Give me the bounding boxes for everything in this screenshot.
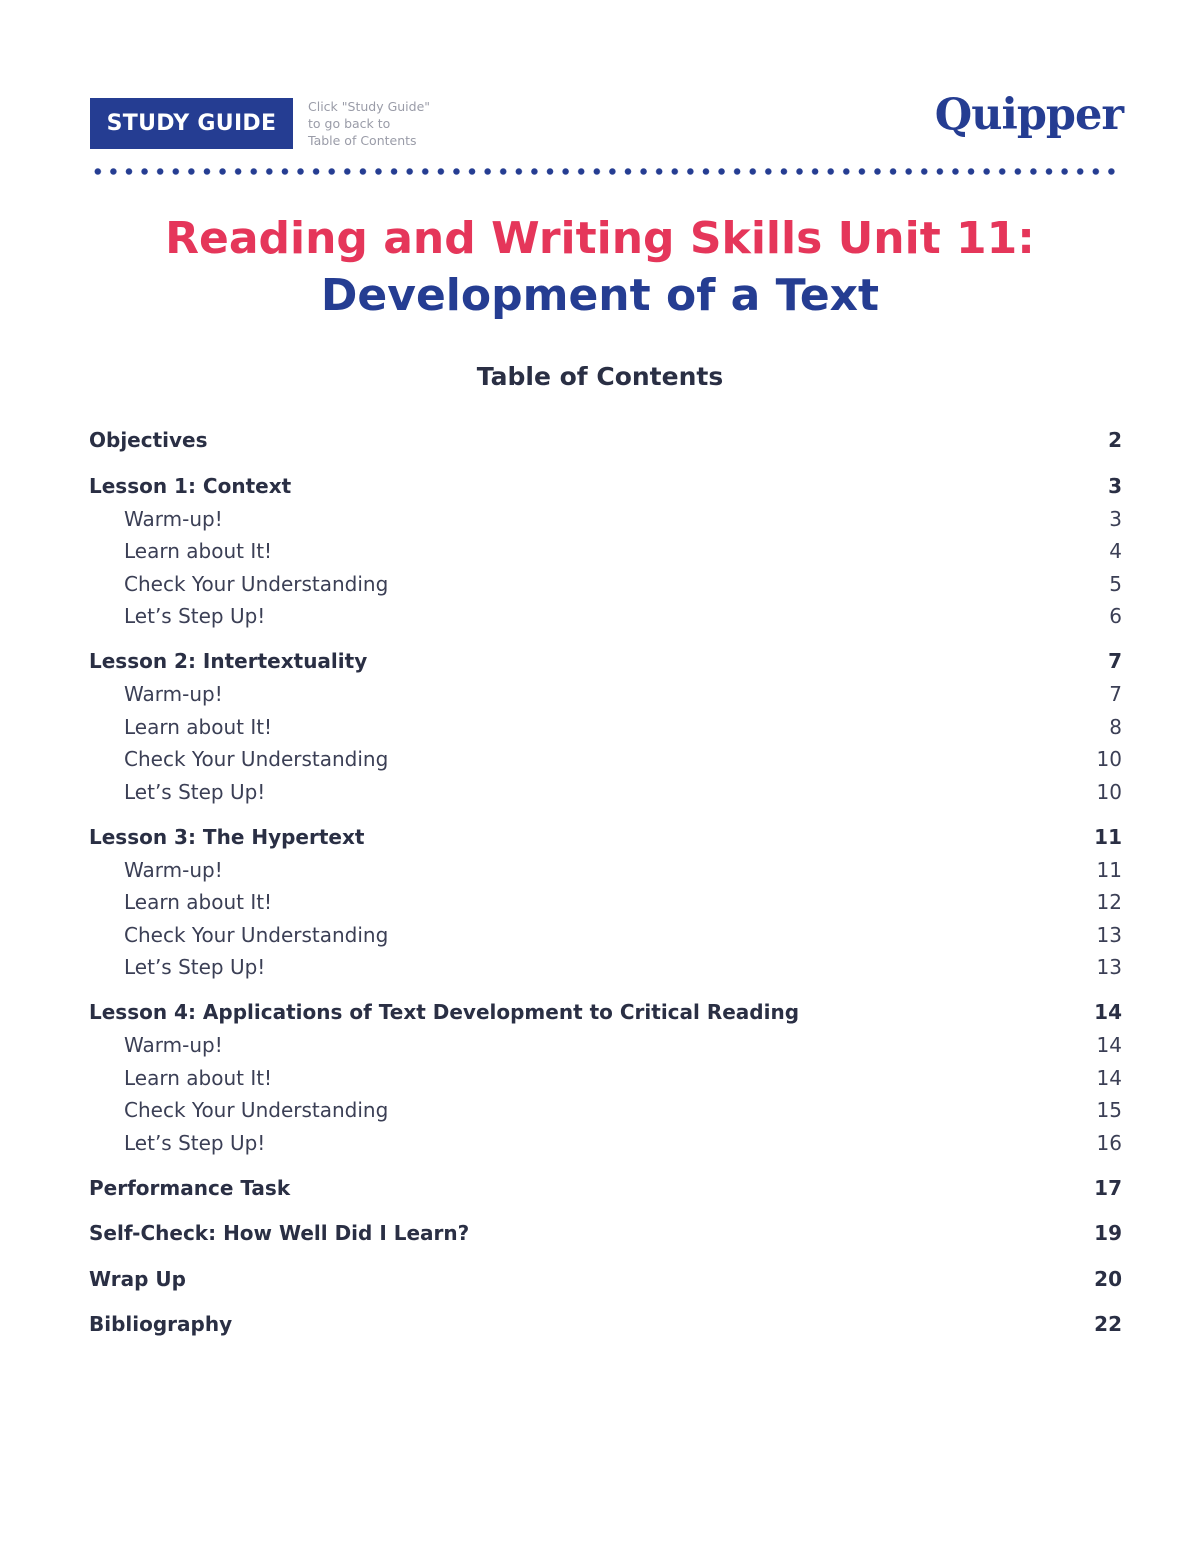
note-line: Click "Study Guide" bbox=[308, 99, 431, 114]
toc-section bbox=[89, 1308, 1122, 1341]
toc-subsection-link[interactable] bbox=[89, 776, 1122, 809]
toc-subsection-link[interactable] bbox=[89, 568, 1122, 601]
study-guide-note bbox=[308, 98, 488, 149]
toc-subsection-link[interactable] bbox=[89, 535, 1122, 568]
dotted-divider bbox=[90, 168, 1123, 175]
toc-section bbox=[89, 1172, 1122, 1205]
toc-page-number: 12 bbox=[1096, 890, 1122, 914]
toc-entry-label: Wrap Up bbox=[89, 1266, 186, 1291]
toc-section-link[interactable] bbox=[89, 1217, 1122, 1250]
toc-page-number: 13 bbox=[1096, 955, 1122, 979]
toc-subsection-link[interactable] bbox=[89, 951, 1122, 984]
toc-section bbox=[89, 1217, 1122, 1250]
toc-entry-label: Warm-up! bbox=[124, 857, 223, 882]
toc-page-number: 10 bbox=[1096, 747, 1122, 771]
toc-entry-label: Warm-up! bbox=[124, 682, 223, 706]
toc-entry-label: Self-Check: How Well Did I Learn? bbox=[89, 1221, 470, 1245]
toc-subsection-link[interactable] bbox=[89, 1029, 1122, 1062]
toc-heading: Table of Contents bbox=[476, 362, 724, 391]
toc-section-link[interactable] bbox=[89, 1308, 1122, 1341]
toc-page-number: 4 bbox=[1109, 539, 1122, 563]
toc-page-number: 7 bbox=[1108, 649, 1122, 673]
toc-page-number: 14 bbox=[1096, 1033, 1122, 1057]
toc-page-number: 11 bbox=[1094, 824, 1122, 849]
toc-page-number: 3 bbox=[1109, 506, 1122, 531]
title-line-unit: Reading and Writing Skills Unit 11: bbox=[165, 213, 1035, 264]
toc-page-number: 19 bbox=[1094, 1221, 1122, 1245]
toc-section-link[interactable] bbox=[89, 424, 1122, 457]
toc-section bbox=[89, 996, 1122, 1159]
toc-page-number: 5 bbox=[1109, 571, 1122, 596]
toc-entry-label: Learn about It! bbox=[124, 1065, 273, 1090]
toc-entry-label: Let’s Step Up! bbox=[124, 955, 266, 979]
toc-section bbox=[89, 470, 1122, 633]
toc-section-link[interactable] bbox=[89, 645, 1122, 678]
toc-subsection-link[interactable] bbox=[89, 1094, 1122, 1127]
study-guide-button[interactable]: STUDY GUIDE bbox=[90, 98, 293, 149]
toc-page-number: 13 bbox=[1096, 922, 1122, 947]
toc-page-number: 2 bbox=[1108, 428, 1122, 452]
toc-entry-label: Let’s Step Up! bbox=[124, 779, 266, 804]
toc-page-number: 14 bbox=[1096, 1065, 1122, 1090]
toc-page-number: 3 bbox=[1108, 473, 1122, 498]
toc-page-number: 22 bbox=[1094, 1312, 1122, 1336]
toc-subsection-link[interactable] bbox=[89, 503, 1122, 536]
toc-section bbox=[89, 645, 1122, 808]
toc-entry-label: Lesson 4: Applications of Text Development to Critical Reading bbox=[89, 1000, 800, 1024]
toc-subsection-link[interactable] bbox=[89, 1062, 1122, 1095]
toc-entry-label: Warm-up! bbox=[124, 506, 223, 531]
toc-section bbox=[89, 424, 1122, 457]
quipper-logo: Quipper bbox=[934, 90, 1123, 140]
toc-section-link[interactable] bbox=[89, 470, 1122, 503]
toc-page-number: 11 bbox=[1096, 857, 1122, 882]
page-header bbox=[90, 90, 1123, 152]
toc-section-link[interactable] bbox=[89, 1263, 1122, 1296]
toc-entry-label: Lesson 1: Context bbox=[89, 473, 292, 498]
toc-entry-label: Lesson 2: Intertextuality bbox=[89, 649, 368, 673]
toc-page-number: 15 bbox=[1096, 1098, 1122, 1122]
toc-entry-label: Objectives bbox=[89, 428, 208, 452]
toc-subsection-link[interactable] bbox=[89, 886, 1122, 919]
toc-page-number: 7 bbox=[1109, 682, 1122, 706]
toc-section-link[interactable] bbox=[89, 996, 1122, 1029]
page-title bbox=[0, 210, 1200, 324]
toc-page-number: 10 bbox=[1096, 779, 1122, 804]
toc-page-number: 14 bbox=[1094, 1000, 1122, 1024]
toc-section-link[interactable] bbox=[89, 821, 1122, 854]
toc-entry-label: Check Your Understanding bbox=[124, 1098, 389, 1122]
toc-entry-label: Learn about It! bbox=[124, 714, 273, 739]
toc-entry-label: Learn about It! bbox=[124, 539, 273, 563]
toc-entry-label: Performance Task bbox=[89, 1175, 291, 1200]
toc-subsection-link[interactable] bbox=[89, 711, 1122, 744]
toc-subsection-link[interactable] bbox=[89, 1127, 1122, 1160]
title-line-topic: Development of a Text bbox=[320, 270, 880, 321]
note-line: to go back to bbox=[308, 116, 391, 131]
toc-page-number: 6 bbox=[1109, 604, 1122, 628]
toc-subsection-link[interactable] bbox=[89, 854, 1122, 887]
toc-entry-label: Check Your Understanding bbox=[124, 571, 389, 596]
toc-page-number: 8 bbox=[1109, 714, 1122, 739]
toc-entry-label: Learn about It! bbox=[124, 890, 273, 914]
note-line: Table of Contents bbox=[308, 133, 417, 148]
toc-entry-label: Lesson 3: The Hypertext bbox=[89, 824, 365, 849]
toc-entry-label: Let’s Step Up! bbox=[124, 604, 266, 628]
toc-subsection-link[interactable] bbox=[89, 600, 1122, 633]
toc-entry-label: Warm-up! bbox=[124, 1033, 223, 1057]
table-of-contents bbox=[89, 424, 1122, 1354]
toc-entry-label: Check Your Understanding bbox=[124, 747, 389, 771]
toc-entry-label: Let’s Step Up! bbox=[124, 1130, 266, 1155]
toc-section bbox=[89, 1263, 1122, 1296]
toc-entry-label: Check Your Understanding bbox=[124, 922, 389, 947]
toc-section bbox=[89, 821, 1122, 984]
toc-section-link[interactable] bbox=[89, 1172, 1122, 1205]
toc-page-number: 20 bbox=[1094, 1266, 1122, 1291]
toc-page-number: 17 bbox=[1094, 1175, 1122, 1200]
toc-subsection-link[interactable] bbox=[89, 919, 1122, 952]
toc-subsection-link[interactable] bbox=[89, 678, 1122, 711]
toc-page-number: 16 bbox=[1096, 1130, 1122, 1155]
toc-entry-label: Bibliography bbox=[89, 1312, 233, 1336]
toc-subsection-link[interactable] bbox=[89, 743, 1122, 776]
